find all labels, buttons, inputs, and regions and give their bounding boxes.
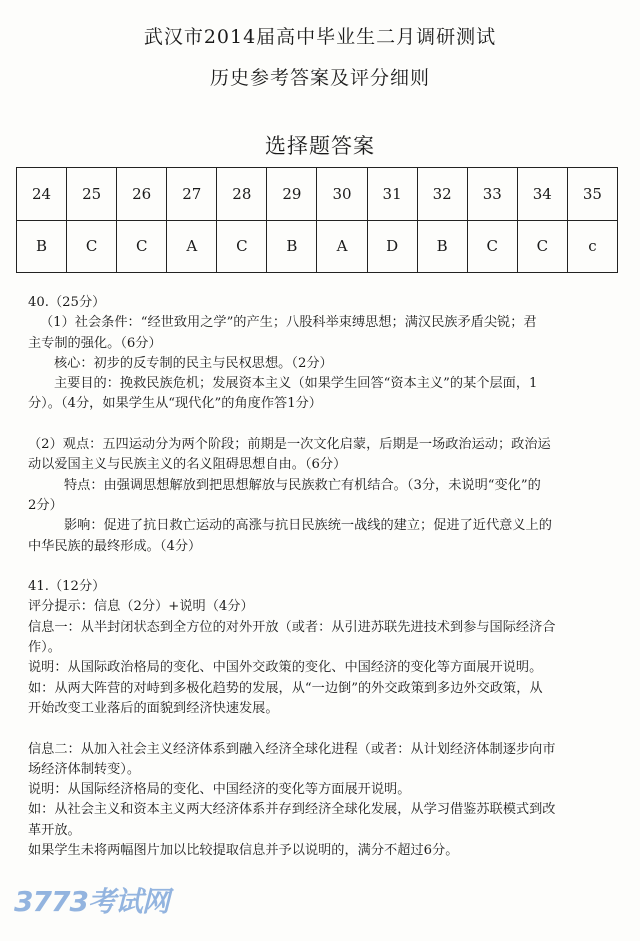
answer-letter: C [217,220,267,273]
q41-line: 作）。 [28,640,61,656]
q40-part2-line: 影响：促进了抗日救亡运动的高涨与抗日民族统一战线的建立；促进了近代意义上的 [64,518,552,534]
q41-heading: 41.（12分） [28,579,106,595]
q41-line: 如：从两大阵营的对峙到多极化趋势的发展，从“一边倒”的外交政策到多边外交政策，从 [28,680,543,696]
answer-letter: A [317,220,367,273]
q40-part1-line: 主要目的：挽救民族危机；发展资本主义（如果学生回答“资本主义”的某个层面，1 [54,376,538,392]
question-number: 24 [17,168,67,221]
q41-line: 革开放。 [28,822,81,838]
q40-part1-line: 核心：初步的反专制的民主与民权思想。（2分） [54,355,333,371]
answer-letter: B [267,220,317,273]
question-number: 25 [67,168,117,221]
q41-line: 信息二：从加入社会主义经济体系到融入经济全球化进程（或者：从计划经济体制逐步向市 [28,741,556,757]
q40-heading: 40.（25分） [28,295,106,310]
q41-line: 如：从社会主义和资本主义两大经济体系并存到经济全球化发展，从学习借鉴苏联模式到改 [28,802,556,818]
answer-letter: B [17,220,67,273]
answer-letter: C [517,220,567,273]
answer-letter: C [117,220,167,273]
question-number: 34 [517,168,567,221]
q40-part1-line: 主专制的强化。（6分） [28,335,162,351]
answer-table [16,167,618,273]
answer-letter: C [467,220,517,273]
q40-part2-line: 特点：由强调思想解放到把思想解放与民族救亡有机结合。（3分，未说明“变化”的 [64,477,541,493]
spacer [28,719,618,739]
q40-part1-line: （1）社会条件：“经世致用之学”的产生；八股科举束缚思想；满汉民族矛盾尖锐；君 [40,315,537,331]
answer-row [17,220,618,273]
q40-part2-line: 动以爱国主义与民族主义的名义阻碍思想自由。（6分） [28,457,347,473]
spacer [28,415,618,435]
answer-body [28,293,618,861]
answer-letter: c [567,220,617,273]
question-number: 35 [567,168,617,221]
question-number-row [17,168,618,221]
q41-line: 如果学生未将两幅图片加以比较提取信息并予以说明的，满分不超过6分。 [28,843,459,859]
q41-line: 开始改变工业落后的面貌到经济快速发展。 [28,700,279,716]
question-number: 28 [217,168,267,221]
answer-letter: D [367,220,417,273]
answer-letter: A [167,220,217,273]
site-watermark-logo: 3773考试网 [14,885,169,918]
document-subtitle: 历史参考答案及评分细则 [209,67,430,89]
q40-part2-line: （2）观点：五四运动分为两个阶段；前期是一次文化启蒙，后期是一场政治运动；政治运 [28,437,551,453]
question-number: 31 [367,168,417,221]
question-number: 33 [467,168,517,221]
choice-heading: 选择题答案 [265,134,375,158]
question-number: 30 [317,168,367,221]
document-title: 武汉市2014届高中毕业生二月调研测试 [143,26,497,48]
q40-part2-line: 中华民族的最终形成。（4分） [28,538,202,554]
q41-line: 说明：从国际经济格局的变化、中国经济的变化等方面展开说明。 [28,782,411,798]
answer-letter: B [417,220,467,273]
q40-part2-line: 2分） [28,497,63,513]
q41-line: 信息一：从半封闭状态到全方位的对外开放（或者：从引进苏联先进技术到参与国际经济合 [28,619,556,635]
question-number: 29 [267,168,317,221]
spacer [28,557,618,577]
q41-line: 评分提示：信息（2分）+说明（4分） [28,599,254,615]
question-number: 27 [167,168,217,221]
q41-line: 场经济体制转变）。 [28,761,141,777]
question-number: 32 [417,168,467,221]
question-number: 26 [117,168,167,221]
answer-letter: C [67,220,117,273]
q41-line: 说明：从国际政治格局的变化、中国外交政策的变化、中国经济的变化等方面展开说明。 [28,660,543,676]
q40-part1-line: 分）。（4分，如果学生从“现代化”的角度作答1分） [28,396,322,412]
